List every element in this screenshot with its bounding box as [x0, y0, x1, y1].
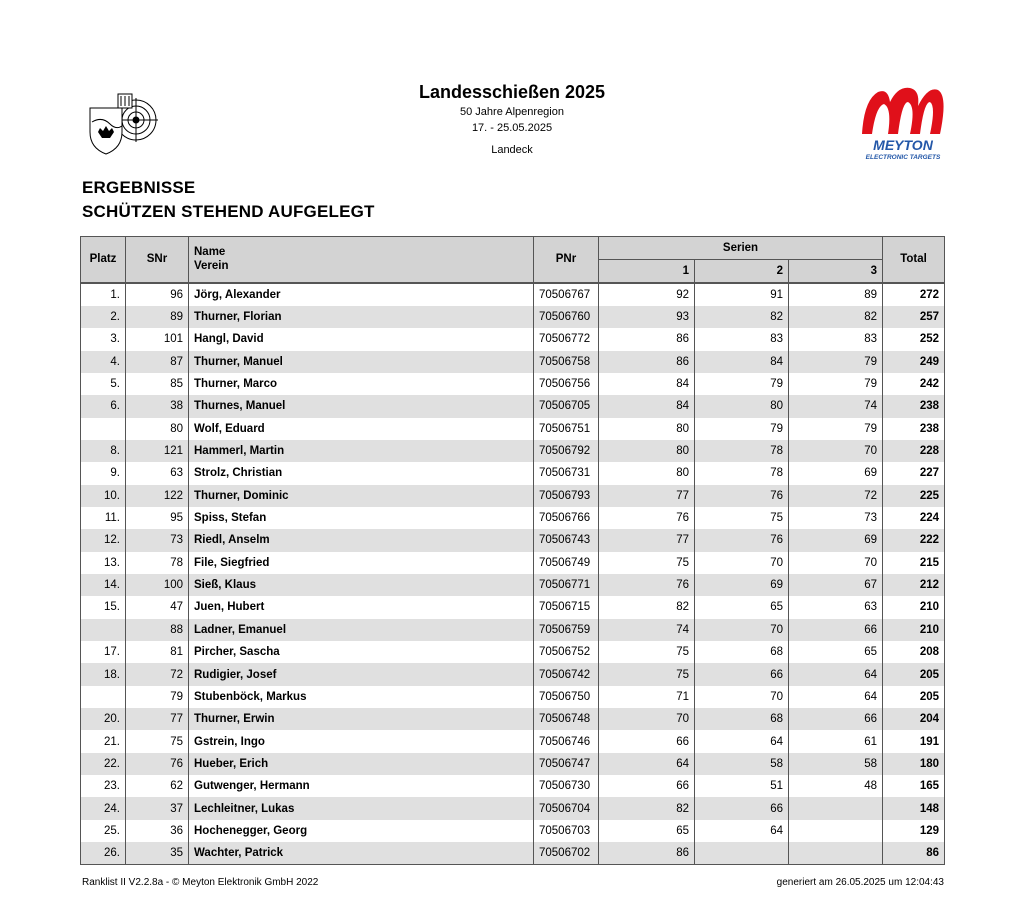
cell-snr: 35 — [126, 842, 189, 865]
section-heading: ERGEBNISSE — [82, 178, 196, 197]
cell-s1: 76 — [599, 574, 695, 596]
cell-name: Ladner, Emanuel — [189, 619, 534, 641]
cell-s3: 69 — [789, 529, 883, 551]
cell-s1: 74 — [599, 619, 695, 641]
cell-total: 242 — [883, 373, 945, 395]
meyton-logo — [858, 80, 948, 162]
cell-total: 180 — [883, 753, 945, 775]
cell-pnr: 70506749 — [534, 552, 599, 574]
cell-name: Hueber, Erich — [189, 753, 534, 775]
cell-name: Thurner, Dominic — [189, 485, 534, 507]
cell-s2 — [695, 842, 789, 865]
cell-snr: 87 — [126, 351, 189, 373]
page-title: Landesschießen 2025 — [418, 82, 606, 102]
cell-s2: 75 — [695, 507, 789, 529]
cell-name: Stubenböck, Markus — [189, 686, 534, 708]
cell-s2: 83 — [695, 328, 789, 350]
cell-s2: 76 — [695, 529, 789, 551]
table-row — [81, 708, 945, 730]
cell-snr: 47 — [126, 596, 189, 618]
cell-s2: 78 — [695, 440, 789, 462]
cell-snr: 63 — [126, 462, 189, 484]
cell-platz — [81, 619, 126, 641]
cell-pnr: 70506771 — [534, 574, 599, 596]
cell-name: Wolf, Eduard — [189, 418, 534, 440]
cell-snr: 77 — [126, 708, 189, 730]
cell-platz: 4. — [81, 351, 126, 373]
cell-name: Thurner, Florian — [189, 306, 534, 328]
cell-total: 208 — [883, 641, 945, 663]
col-serien: Serien — [599, 237, 883, 260]
cell-s2: 51 — [695, 775, 789, 797]
cell-total: 222 — [883, 529, 945, 551]
cell-pnr: 70506772 — [534, 328, 599, 350]
cell-platz: 2. — [81, 306, 126, 328]
cell-total: 148 — [883, 797, 945, 819]
cell-s1: 86 — [599, 328, 695, 350]
cell-s2: 80 — [695, 395, 789, 417]
cell-s1: 82 — [599, 797, 695, 819]
cell-s1: 93 — [599, 306, 695, 328]
cell-platz: 21. — [81, 730, 126, 752]
cell-s3: 73 — [789, 507, 883, 529]
table-row — [81, 373, 945, 395]
cell-name: Hammerl, Martin — [189, 440, 534, 462]
cell-platz: 26. — [81, 842, 126, 865]
cell-s1: 92 — [599, 283, 695, 306]
cell-s3: 89 — [789, 283, 883, 306]
section-subheading: SCHÜTZEN STEHEND AUFGELEGT — [82, 202, 375, 221]
cell-s2: 79 — [695, 418, 789, 440]
cell-name: Spiss, Stefan — [189, 507, 534, 529]
cell-total: 212 — [883, 574, 945, 596]
cell-name: Juen, Hubert — [189, 596, 534, 618]
cell-pnr: 70506731 — [534, 462, 599, 484]
cell-s2: 82 — [695, 306, 789, 328]
cell-s1: 86 — [599, 351, 695, 373]
cell-pnr: 70506705 — [534, 395, 599, 417]
cell-name: Gutwenger, Hermann — [189, 775, 534, 797]
cell-total: 210 — [883, 619, 945, 641]
cell-pnr: 70506758 — [534, 351, 599, 373]
cell-s1: 70 — [599, 708, 695, 730]
cell-name: Thurnes, Manuel — [189, 395, 534, 417]
cell-name: Pircher, Sascha — [189, 641, 534, 663]
cell-name: Thurner, Erwin — [189, 708, 534, 730]
cell-total: 210 — [883, 596, 945, 618]
cell-s1: 84 — [599, 395, 695, 417]
cell-snr: 101 — [126, 328, 189, 350]
cell-pnr: 70506752 — [534, 641, 599, 663]
cell-total: 224 — [883, 507, 945, 529]
cell-name: Jörg, Alexander — [189, 283, 534, 306]
event-subtitle: 50 Jahre Alpenregion — [460, 106, 564, 118]
cell-pnr: 70506702 — [534, 842, 599, 865]
cell-name: Strolz, Christian — [189, 462, 534, 484]
cell-snr: 78 — [126, 552, 189, 574]
cell-pnr: 70506767 — [534, 283, 599, 306]
cell-s3: 67 — [789, 574, 883, 596]
cell-snr: 121 — [126, 440, 189, 462]
cell-snr: 38 — [126, 395, 189, 417]
table-row — [81, 663, 945, 685]
col-serie-1: 1 — [599, 260, 695, 283]
cell-s2: 68 — [695, 641, 789, 663]
cell-s3: 64 — [789, 686, 883, 708]
cell-total: 257 — [883, 306, 945, 328]
cell-platz: 18. — [81, 663, 126, 685]
cell-pnr: 70506742 — [534, 663, 599, 685]
cell-total: 272 — [883, 283, 945, 306]
cell-platz: 3. — [81, 328, 126, 350]
cell-total: 225 — [883, 485, 945, 507]
results-table — [80, 236, 945, 865]
cell-snr: 76 — [126, 753, 189, 775]
cell-s1: 66 — [599, 775, 695, 797]
cell-pnr: 70506748 — [534, 708, 599, 730]
cell-platz: 11. — [81, 507, 126, 529]
cell-s3: 79 — [789, 373, 883, 395]
table-row — [81, 418, 945, 440]
cell-name: Wachter, Patrick — [189, 842, 534, 865]
cell-total: 228 — [883, 440, 945, 462]
cell-s2: 70 — [695, 552, 789, 574]
table-row — [81, 574, 945, 596]
cell-total: 238 — [883, 395, 945, 417]
cell-pnr: 70506756 — [534, 373, 599, 395]
cell-name: Riedl, Anselm — [189, 529, 534, 551]
cell-platz: 5. — [81, 373, 126, 395]
cell-s2: 64 — [695, 820, 789, 842]
cell-snr: 36 — [126, 820, 189, 842]
cell-name: Thurner, Manuel — [189, 351, 534, 373]
cell-s1: 75 — [599, 641, 695, 663]
cell-s1: 80 — [599, 418, 695, 440]
cell-platz: 12. — [81, 529, 126, 551]
cell-s2: 64 — [695, 730, 789, 752]
cell-total: 86 — [883, 842, 945, 865]
cell-snr: 85 — [126, 373, 189, 395]
cell-s3: 58 — [789, 753, 883, 775]
logo-wordmark: MEYTON — [873, 137, 933, 153]
cell-pnr: 70506746 — [534, 730, 599, 752]
cell-pnr: 70506759 — [534, 619, 599, 641]
cell-s2: 66 — [695, 797, 789, 819]
cell-platz: 1. — [81, 283, 126, 306]
cell-snr: 75 — [126, 730, 189, 752]
cell-total: 238 — [883, 418, 945, 440]
cell-pnr: 70506750 — [534, 686, 599, 708]
cell-s1: 84 — [599, 373, 695, 395]
cell-name: Sieß, Klaus — [189, 574, 534, 596]
cell-platz: 13. — [81, 552, 126, 574]
footer-copyright: Ranklist II V2.2.8a - © Meyton Elektronik GmbH 2022 — [82, 877, 319, 888]
cell-s3: 79 — [789, 351, 883, 373]
cell-s2: 65 — [695, 596, 789, 618]
cell-platz: 10. — [81, 485, 126, 507]
col-name-verein — [189, 237, 534, 283]
cell-s1: 80 — [599, 440, 695, 462]
cell-s3: 74 — [789, 395, 883, 417]
cell-snr: 73 — [126, 529, 189, 551]
cell-platz: 8. — [81, 440, 126, 462]
cell-s2: 91 — [695, 283, 789, 306]
cell-s3: 69 — [789, 462, 883, 484]
cell-snr: 122 — [126, 485, 189, 507]
cell-platz: 20. — [81, 708, 126, 730]
cell-pnr: 70506792 — [534, 440, 599, 462]
cell-s2: 76 — [695, 485, 789, 507]
table-row — [81, 619, 945, 641]
cell-platz: 24. — [81, 797, 126, 819]
cell-total: 227 — [883, 462, 945, 484]
cell-s3: 48 — [789, 775, 883, 797]
table-row — [81, 775, 945, 797]
cell-s1: 66 — [599, 730, 695, 752]
event-location: Landeck — [491, 144, 533, 156]
cell-s2: 68 — [695, 708, 789, 730]
cell-name: Lechleitner, Lukas — [189, 797, 534, 819]
cell-snr: 79 — [126, 686, 189, 708]
cell-pnr: 70506743 — [534, 529, 599, 551]
cell-s2: 79 — [695, 373, 789, 395]
cell-s3: 63 — [789, 596, 883, 618]
col-serie-3: 3 — [789, 260, 883, 283]
cell-name: Hochenegger, Georg — [189, 820, 534, 842]
table-row — [81, 440, 945, 462]
table-row — [81, 462, 945, 484]
cell-s1: 82 — [599, 596, 695, 618]
cell-name: Rudigier, Josef — [189, 663, 534, 685]
cell-total: 249 — [883, 351, 945, 373]
table-row — [81, 485, 945, 507]
cell-s3 — [789, 797, 883, 819]
col-pnr: PNr — [534, 237, 599, 283]
table-row — [81, 753, 945, 775]
cell-s3: 82 — [789, 306, 883, 328]
cell-s2: 66 — [695, 663, 789, 685]
table-row — [81, 283, 945, 306]
cell-s3 — [789, 842, 883, 865]
cell-pnr: 70506766 — [534, 507, 599, 529]
cell-s3: 66 — [789, 619, 883, 641]
cell-total: 129 — [883, 820, 945, 842]
cell-total: 205 — [883, 663, 945, 685]
cell-s1: 65 — [599, 820, 695, 842]
table-row — [81, 552, 945, 574]
table-row — [81, 596, 945, 618]
cell-s2: 78 — [695, 462, 789, 484]
cell-s3: 72 — [789, 485, 883, 507]
table-row — [81, 641, 945, 663]
cell-s2: 70 — [695, 619, 789, 641]
footer-generated: generiert am 26.05.2025 um 12:04:43 — [776, 877, 944, 888]
cell-s1: 76 — [599, 507, 695, 529]
table-row — [81, 797, 945, 819]
cell-snr: 80 — [126, 418, 189, 440]
cell-s2: 58 — [695, 753, 789, 775]
cell-pnr: 70506793 — [534, 485, 599, 507]
cell-platz: 22. — [81, 753, 126, 775]
cell-snr: 88 — [126, 619, 189, 641]
cell-s2: 70 — [695, 686, 789, 708]
table-row — [81, 730, 945, 752]
table-row — [81, 842, 945, 865]
cell-platz — [81, 418, 126, 440]
cell-pnr: 70506715 — [534, 596, 599, 618]
cell-name: File, Siegfried — [189, 552, 534, 574]
table-row — [81, 820, 945, 842]
cell-s1: 64 — [599, 753, 695, 775]
cell-name: Gstrein, Ingo — [189, 730, 534, 752]
cell-total: 215 — [883, 552, 945, 574]
table-row — [81, 328, 945, 350]
cell-snr: 37 — [126, 797, 189, 819]
cell-platz: 17. — [81, 641, 126, 663]
col-name: Name — [194, 246, 226, 259]
cell-snr: 62 — [126, 775, 189, 797]
cell-snr: 72 — [126, 663, 189, 685]
cell-pnr: 70506704 — [534, 797, 599, 819]
table-row — [81, 395, 945, 417]
cell-s3: 66 — [789, 708, 883, 730]
cell-s1: 77 — [599, 485, 695, 507]
cell-pnr: 70506751 — [534, 418, 599, 440]
cell-name: Thurner, Marco — [189, 373, 534, 395]
col-serie-2: 2 — [695, 260, 789, 283]
cell-s3: 70 — [789, 552, 883, 574]
cell-platz: 25. — [81, 820, 126, 842]
cell-snr: 81 — [126, 641, 189, 663]
col-snr: SNr — [126, 237, 189, 283]
table-row — [81, 306, 945, 328]
cell-s2: 69 — [695, 574, 789, 596]
table-row — [81, 686, 945, 708]
cell-s3: 70 — [789, 440, 883, 462]
cell-platz: 14. — [81, 574, 126, 596]
cell-s2: 84 — [695, 351, 789, 373]
col-total: Total — [883, 237, 945, 283]
logo-tagline: ELECTRONIC TARGETS — [865, 154, 941, 161]
cell-name: Hangl, David — [189, 328, 534, 350]
cell-s1: 80 — [599, 462, 695, 484]
cell-s1: 75 — [599, 552, 695, 574]
table-row — [81, 351, 945, 373]
cell-s1: 86 — [599, 842, 695, 865]
cell-s3: 83 — [789, 328, 883, 350]
cell-s1: 77 — [599, 529, 695, 551]
cell-s3: 61 — [789, 730, 883, 752]
cell-platz — [81, 686, 126, 708]
cell-s3: 64 — [789, 663, 883, 685]
cell-snr: 96 — [126, 283, 189, 306]
cell-platz: 9. — [81, 462, 126, 484]
cell-pnr: 70506703 — [534, 820, 599, 842]
cell-total: 205 — [883, 686, 945, 708]
cell-pnr: 70506730 — [534, 775, 599, 797]
cell-s3: 65 — [789, 641, 883, 663]
cell-s1: 71 — [599, 686, 695, 708]
cell-s3 — [789, 820, 883, 842]
table-row — [81, 507, 945, 529]
cell-snr: 89 — [126, 306, 189, 328]
col-platz: Platz — [81, 237, 126, 283]
cell-pnr: 70506747 — [534, 753, 599, 775]
cell-s1: 75 — [599, 663, 695, 685]
cell-total: 191 — [883, 730, 945, 752]
cell-platz: 15. — [81, 596, 126, 618]
event-dates: 17. - 25.05.2025 — [471, 122, 553, 134]
cell-platz: 6. — [81, 395, 126, 417]
cell-total: 252 — [883, 328, 945, 350]
cell-snr: 100 — [126, 574, 189, 596]
cell-snr: 95 — [126, 507, 189, 529]
cell-pnr: 70506760 — [534, 306, 599, 328]
cell-s3: 79 — [789, 418, 883, 440]
cell-platz: 23. — [81, 775, 126, 797]
col-verein: Verein — [194, 260, 229, 273]
table-row — [81, 529, 945, 551]
cell-total: 165 — [883, 775, 945, 797]
cell-total: 204 — [883, 708, 945, 730]
